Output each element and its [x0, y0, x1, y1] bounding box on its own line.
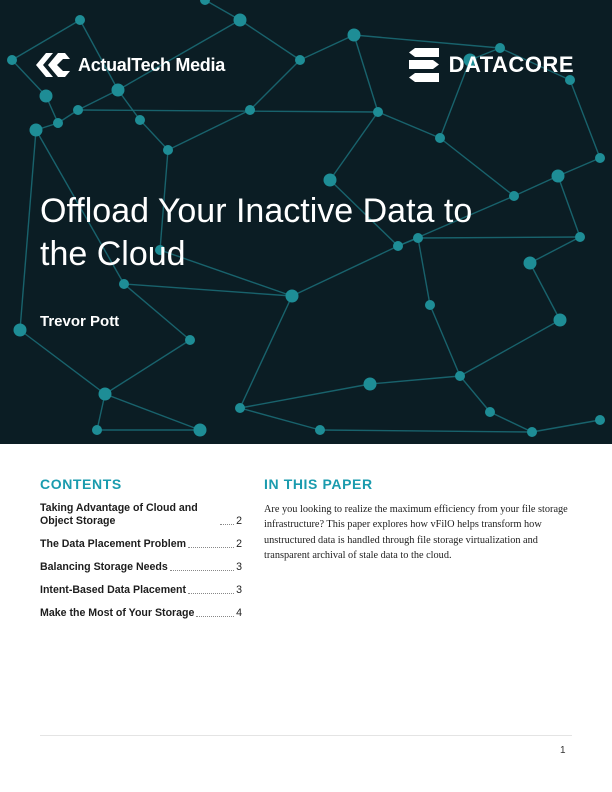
leader-dots	[188, 593, 234, 594]
contents-item[interactable]	[40, 561, 242, 574]
network-line	[300, 35, 354, 60]
datacore-logo-icon	[409, 48, 439, 82]
network-line	[530, 237, 580, 263]
network-node	[30, 124, 43, 137]
network-node	[524, 257, 537, 270]
network-node	[235, 403, 245, 413]
network-node	[527, 427, 537, 437]
network-line	[78, 90, 118, 110]
network-line	[20, 130, 36, 330]
network-node	[194, 424, 207, 437]
network-node	[245, 105, 255, 115]
network-line	[124, 284, 292, 296]
network-line	[440, 138, 514, 196]
contents-item-label: Intent-Based Data Placement	[40, 584, 187, 596]
network-line	[354, 35, 500, 48]
network-line	[532, 420, 600, 432]
network-node	[295, 55, 305, 65]
network-node	[7, 55, 17, 65]
network-line	[530, 263, 560, 320]
in-this-paper-section	[264, 476, 572, 564]
contents-item-page: 2	[236, 538, 242, 550]
network-line	[105, 340, 190, 394]
network-line	[240, 296, 292, 408]
network-node	[119, 279, 129, 289]
network-line	[240, 20, 300, 60]
contents-item[interactable]	[40, 502, 242, 528]
contents-heading: CONTENTS	[40, 476, 122, 492]
network-node	[53, 118, 63, 128]
network-line	[354, 35, 378, 112]
network-line	[514, 176, 558, 196]
network-node	[75, 15, 85, 25]
contents-item-page: 3	[236, 561, 242, 573]
leader-dots	[196, 616, 234, 617]
network-line	[20, 330, 105, 394]
contents-item-label: Make the Most of Your Storage	[40, 607, 195, 619]
network-node	[200, 0, 210, 5]
network-line	[250, 60, 300, 110]
actualtech-logo-icon	[36, 50, 70, 80]
sponsor-logo	[409, 48, 574, 82]
network-line	[370, 376, 460, 384]
leader-dots	[220, 524, 234, 525]
leader-dots	[188, 547, 234, 548]
network-line	[105, 394, 200, 430]
network-node	[40, 90, 53, 103]
footer-divider	[40, 735, 572, 736]
network-node	[73, 105, 83, 115]
network-node	[92, 425, 102, 435]
contents-item-page: 2	[236, 515, 242, 527]
network-line	[320, 430, 532, 432]
network-node	[595, 415, 605, 425]
network-line	[140, 120, 168, 150]
network-node	[348, 29, 361, 42]
network-node	[455, 371, 465, 381]
network-node	[324, 174, 337, 187]
network-node	[435, 133, 445, 143]
author-name: Trevor Pott	[40, 313, 120, 330]
contents-item-page: 3	[236, 584, 242, 596]
network-node	[234, 14, 247, 27]
network-node	[286, 290, 299, 303]
network-node	[373, 107, 383, 117]
network-line	[558, 158, 600, 176]
contents-item-label: The Data Placement Problem	[40, 538, 187, 550]
leader-dots	[170, 570, 234, 571]
network-line	[168, 110, 250, 150]
contents-item[interactable]	[40, 584, 242, 597]
network-line	[330, 112, 378, 180]
network-node	[595, 153, 605, 163]
network-node	[575, 232, 585, 242]
network-line	[570, 80, 600, 158]
document-title: Offload Your Inactive Data to the Cloud	[40, 192, 473, 273]
network-line	[378, 112, 440, 138]
network-node	[364, 378, 377, 391]
network-line	[490, 412, 532, 432]
network-node	[163, 145, 173, 155]
publisher-logo	[36, 50, 225, 80]
table-of-contents	[40, 476, 242, 630]
network-line	[240, 408, 320, 430]
network-node	[112, 84, 125, 97]
network-node	[99, 388, 112, 401]
contents-item-label: Balancing Storage Needs	[40, 561, 168, 573]
network-node	[425, 300, 435, 310]
publisher-name: ActualTech Media	[78, 54, 225, 75]
network-node	[554, 314, 567, 327]
contents-item[interactable]	[40, 538, 242, 551]
contents-list	[40, 502, 242, 620]
network-line	[460, 376, 490, 412]
contents-item-page: 4	[236, 607, 242, 619]
in-this-paper-heading: IN THIS PAPER	[264, 476, 373, 492]
network-node	[485, 407, 495, 417]
network-node	[14, 324, 27, 337]
contents-item[interactable]	[40, 607, 242, 620]
network-node	[509, 191, 519, 201]
network-node	[135, 115, 145, 125]
network-line	[460, 320, 560, 376]
network-line	[558, 176, 580, 237]
network-line	[430, 305, 460, 376]
contents-item-label: Taking Advantage of Cloud and Object Storage	[40, 502, 198, 527]
page-number: 1	[560, 745, 566, 756]
sponsor-name: DATACORE	[448, 52, 574, 77]
network-node	[185, 335, 195, 345]
network-line	[78, 110, 378, 112]
network-node	[315, 425, 325, 435]
network-node	[552, 170, 565, 183]
network-line	[240, 384, 370, 408]
summary-paragraph: Are you looking to realize the maximum efficiency from your file storage infrastructure? This paper explores how vFilO helps transform how unstructured data is handled through file storage virtualization and transparent archival of stale data to the cloud.	[264, 504, 568, 562]
network-line	[124, 284, 190, 340]
